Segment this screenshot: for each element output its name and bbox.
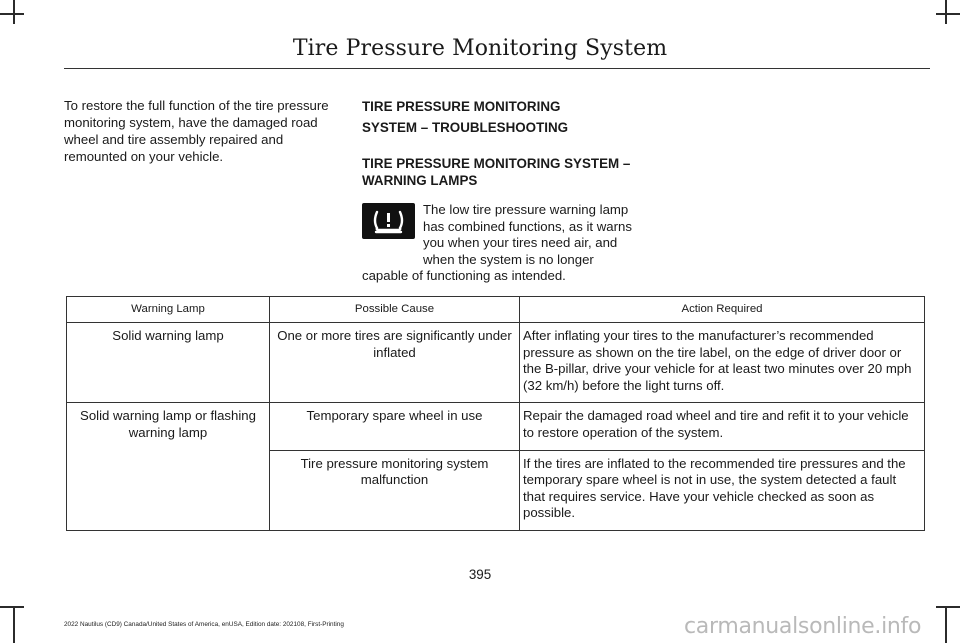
crop-mark-top-right-horizontal [936,13,960,15]
cell-possible-cause: Temporary spare wheel in use [270,403,520,450]
table-header-row [67,297,925,323]
header-action-required: Action Required [520,297,925,323]
header-possible-cause: Possible Cause [270,297,520,323]
crop-mark-top-left-horizontal [0,13,24,15]
header-warning-lamp: Warning Lamp [67,297,270,323]
left-column [64,97,334,165]
restore-function-paragraph: To restore the full function of the tire pressure monitoring system, have the damaged road wheel and tire assembly repaired and remounted on your vehicle. [64,98,329,164]
crop-mark-top-right-vertical [945,0,947,24]
warning-lamp-text: The low tire pressure warning lamp has combined functions, as it warns you when your tires need air, and when the system is no longer capable of functioning as intended. [362,202,632,284]
cell-warning-lamp: Solid warning lamp [67,323,270,403]
watermark: carmanualsonline.info [684,614,922,639]
warning-lamp-description [362,202,634,285]
crop-mark-bottom-left-vertical [13,606,15,643]
cell-possible-cause: Tire pressure monitoring system malfunction [270,450,520,530]
troubleshooting-heading-line-1: TIRE PRESSURE MONITORING [362,99,561,114]
troubleshooting-heading-line-2: SYSTEM – TROUBLESHOOTING [362,120,569,135]
warning-lamp-table [66,296,925,531]
cell-action-required: Repair the damaged road wheel and tire and refit it to your vehicle to restore operation of the system. [520,403,925,450]
warning-lamps-heading: TIRE PRESSURE MONITORING SYSTEM – WARNING LAMPS [362,156,631,188]
page-title: Tire Pressure Monitoring System [292,36,668,61]
crop-mark-bottom-right-vertical [945,606,947,643]
table-row [67,403,925,450]
cell-action-required: After inflating your tires to the manufacturer’s recommended pressure as shown on the tire label, on the edge of driver door or the B-pillar, drive your vehicle for at least two minutes over 20 mph (32 km/h) before the light turns off. [520,323,925,403]
cell-warning-lamp: Solid warning lamp or flashing warning lamp [67,403,270,531]
title-rule [64,68,930,69]
page-number: 395 [468,567,492,582]
icon-spacer [362,202,423,252]
crop-mark-top-left-vertical [13,0,15,24]
table-row [67,323,925,403]
crop-mark-bottom-left-horizontal [0,606,24,608]
cell-possible-cause: One or more tires are significantly under inflated [270,323,520,403]
edition-footer: 2022 Nautilus (CD9) Canada/United States of America, enUSA, Edition date: 202108, First-Printing [64,621,344,628]
crop-mark-bottom-right-horizontal [936,606,960,608]
cell-action-required: If the tires are inflated to the recommended tire pressures and the temporary spare wheel is not in use, the system detected a fault that requires service. Have your vehicle checked as soon as possible. [520,450,925,530]
